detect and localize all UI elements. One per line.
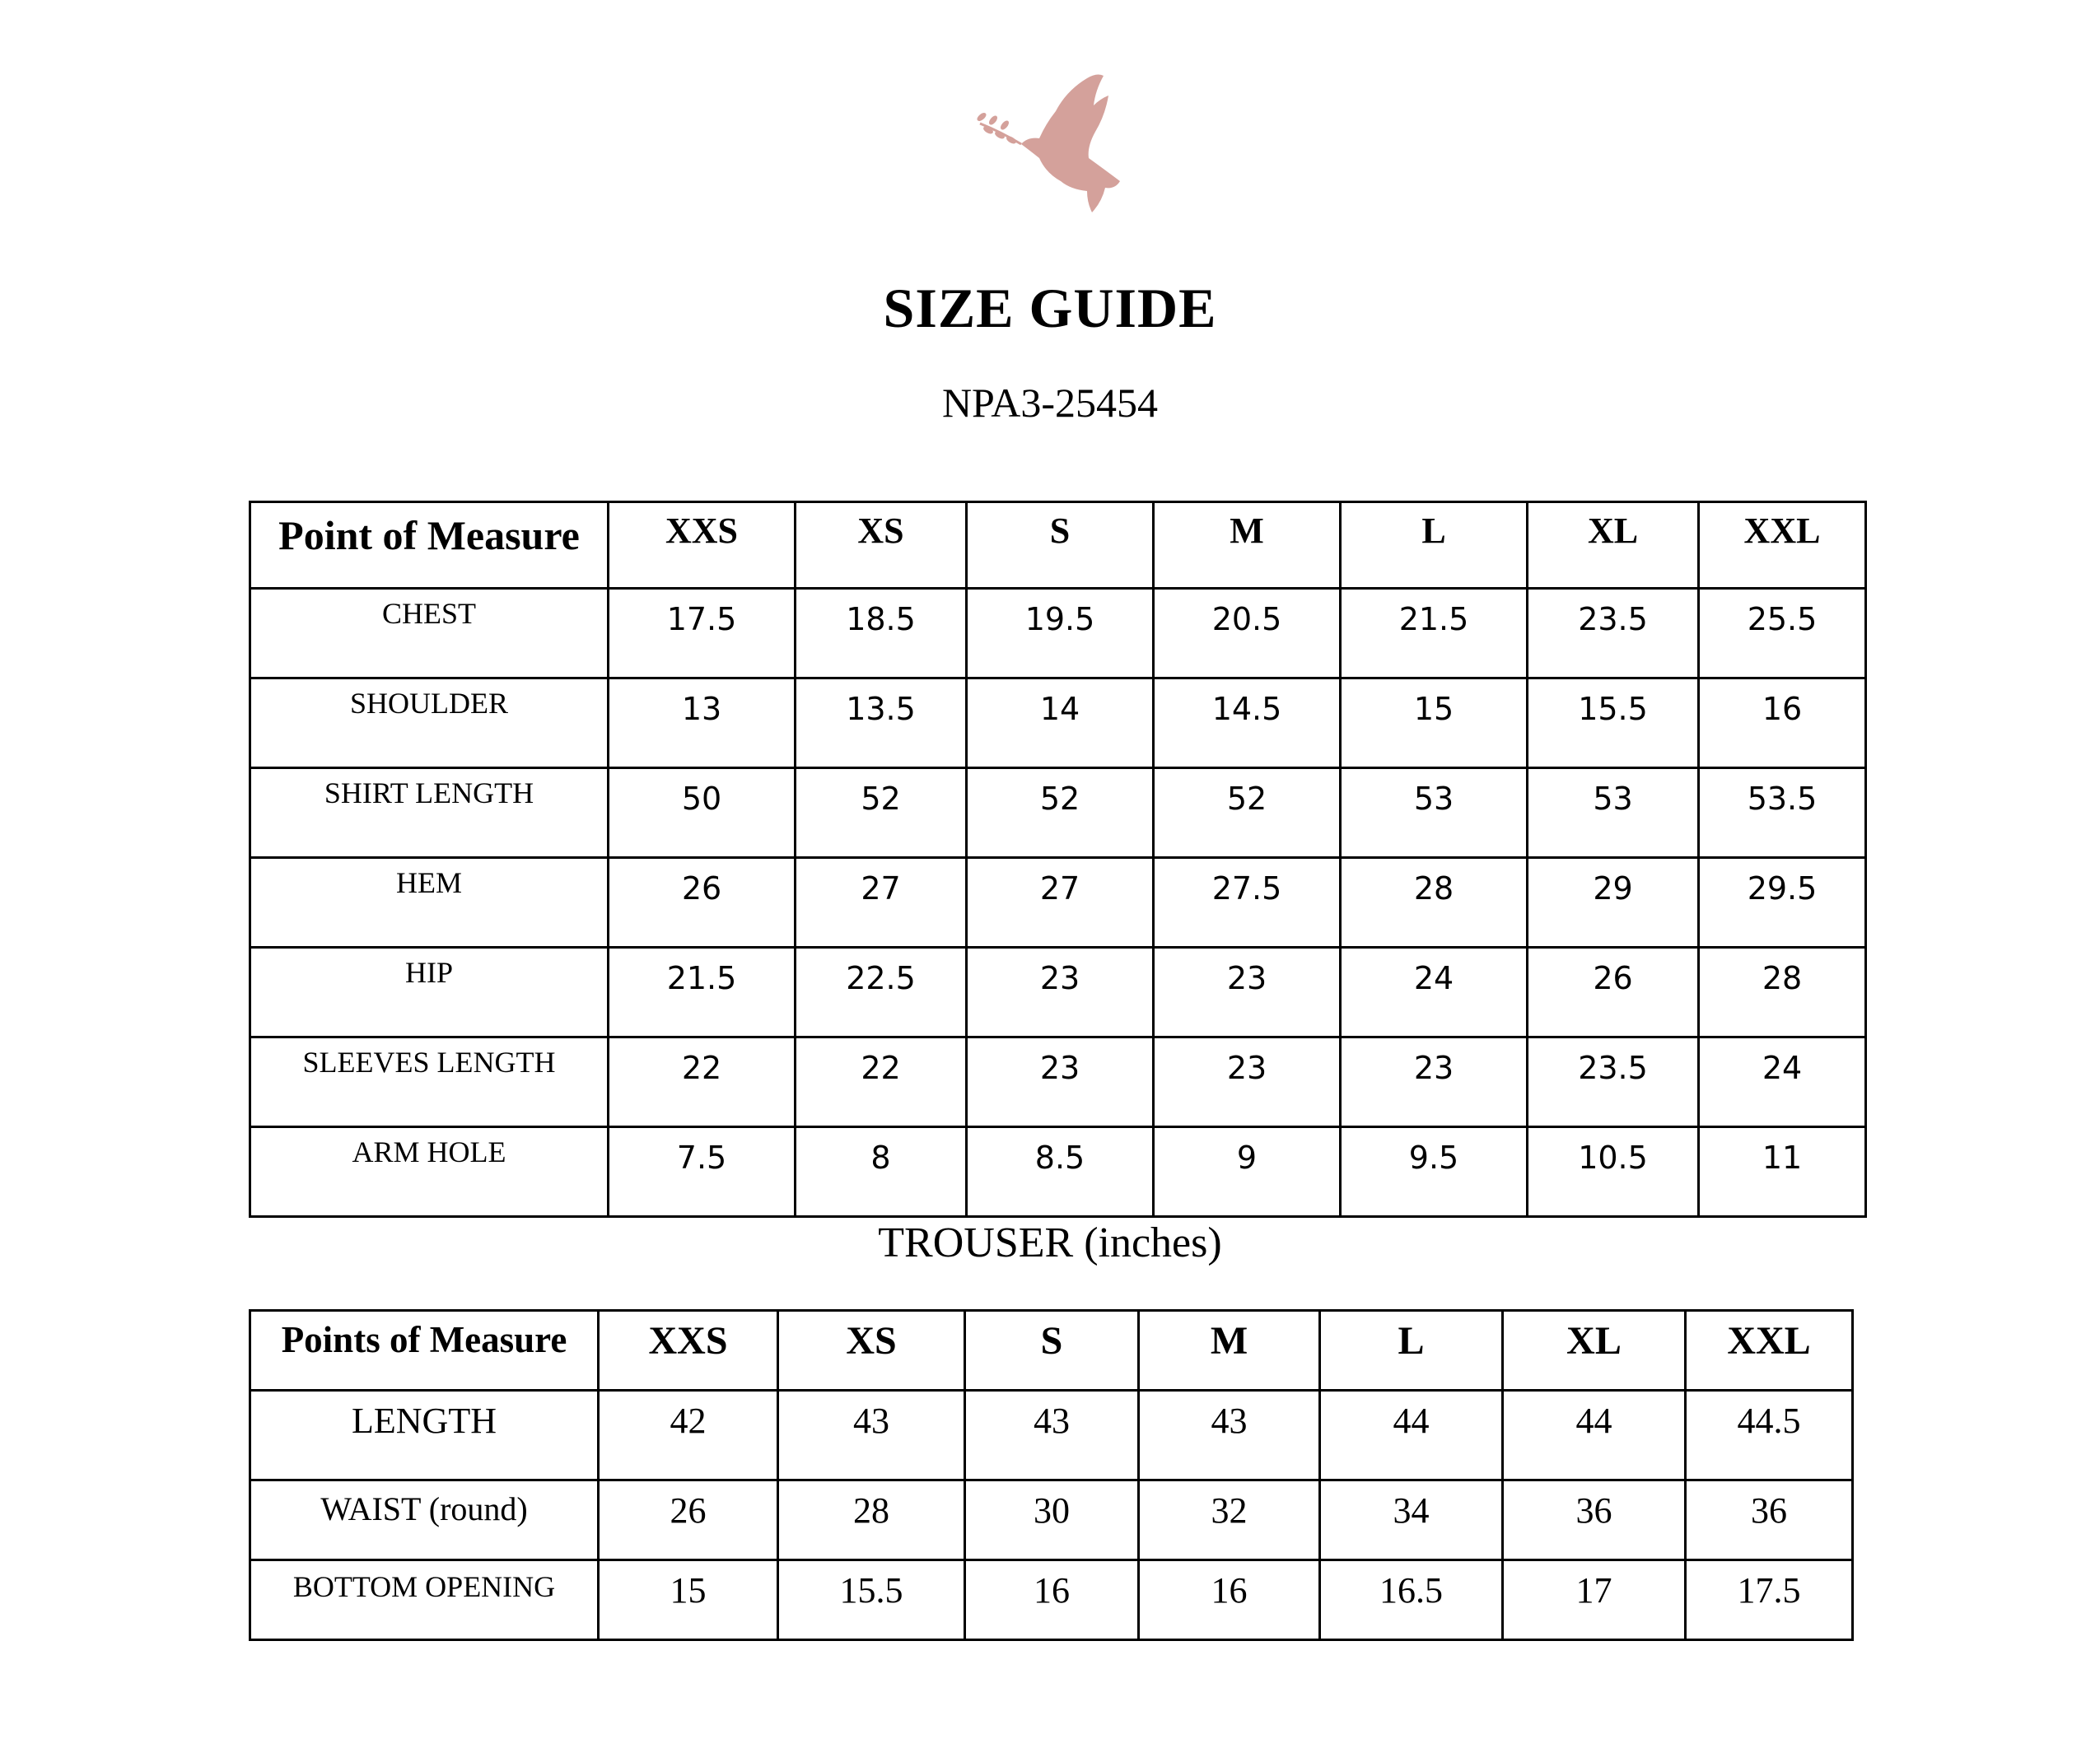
row-label: BOTTOM OPENING bbox=[250, 1560, 599, 1640]
table-cell: 16 bbox=[1699, 678, 1866, 768]
table-cell: 22.5 bbox=[796, 948, 967, 1037]
table-header-row bbox=[250, 1311, 1853, 1391]
table-cell: 28 bbox=[1699, 948, 1866, 1037]
header-size: XL bbox=[1503, 1311, 1686, 1391]
table-cell: 17 bbox=[1503, 1560, 1686, 1640]
table-row bbox=[250, 1560, 1853, 1640]
table-cell: 23.5 bbox=[1528, 589, 1699, 678]
table-cell: 53 bbox=[1528, 768, 1699, 858]
table-row bbox=[250, 768, 1866, 858]
table-cell: 23 bbox=[967, 1037, 1154, 1127]
table-row bbox=[250, 1391, 1853, 1480]
table-cell: 30 bbox=[965, 1480, 1139, 1560]
row-label: SLEEVES LENGTH bbox=[250, 1037, 609, 1127]
table-cell: 36 bbox=[1503, 1480, 1686, 1560]
table-cell: 23 bbox=[1154, 948, 1341, 1037]
header-size: XXL bbox=[1686, 1311, 1853, 1391]
table-cell: 34 bbox=[1320, 1480, 1503, 1560]
table-cell: 9.5 bbox=[1341, 1127, 1528, 1217]
table-cell: 53 bbox=[1341, 768, 1528, 858]
row-label: SHOULDER bbox=[250, 678, 609, 768]
table-cell: 50 bbox=[609, 768, 796, 858]
trouser-size-table bbox=[249, 1309, 1854, 1641]
table-cell: 43 bbox=[778, 1391, 965, 1480]
table-cell: 26 bbox=[1528, 948, 1699, 1037]
table-cell: 23 bbox=[967, 948, 1154, 1037]
table-cell: 21.5 bbox=[609, 948, 796, 1037]
table-cell: 23 bbox=[1154, 1037, 1341, 1127]
table-cell: 16 bbox=[1139, 1560, 1320, 1640]
table-row bbox=[250, 948, 1866, 1037]
table-cell: 44 bbox=[1503, 1391, 1686, 1480]
table-cell: 9 bbox=[1154, 1127, 1341, 1217]
row-label: WAIST (round) bbox=[250, 1480, 599, 1560]
table-cell: 52 bbox=[967, 768, 1154, 858]
table-cell: 15.5 bbox=[1528, 678, 1699, 768]
table-cell: 16.5 bbox=[1320, 1560, 1503, 1640]
table-row bbox=[250, 1127, 1866, 1217]
table-row bbox=[250, 858, 1866, 948]
row-label: ARM HOLE bbox=[250, 1127, 609, 1217]
table-cell: 11 bbox=[1699, 1127, 1866, 1217]
table-cell: 25.5 bbox=[1699, 589, 1866, 678]
table-cell: 27 bbox=[967, 858, 1154, 948]
shirt-size-table bbox=[249, 501, 1867, 1218]
table-cell: 8.5 bbox=[967, 1127, 1154, 1217]
table-row bbox=[250, 1480, 1853, 1560]
table-cell: 26 bbox=[599, 1480, 778, 1560]
header-size: S bbox=[965, 1311, 1139, 1391]
page-title: SIZE GUIDE bbox=[883, 277, 1217, 339]
header-point-of-measure: Points of Measure bbox=[250, 1311, 599, 1391]
row-label: SHIRT LENGTH bbox=[250, 768, 609, 858]
table-cell: 17.5 bbox=[609, 589, 796, 678]
dove-logo-icon bbox=[964, 66, 1153, 239]
table-cell: 7.5 bbox=[609, 1127, 796, 1217]
table-cell: 29.5 bbox=[1699, 858, 1866, 948]
table-cell: 18.5 bbox=[796, 589, 967, 678]
table-cell: 15.5 bbox=[778, 1560, 965, 1640]
table-cell: 16 bbox=[965, 1560, 1139, 1640]
table-cell: 53.5 bbox=[1699, 768, 1866, 858]
header-size: L bbox=[1320, 1311, 1503, 1391]
header-point-of-measure: Point of Measure bbox=[250, 502, 609, 589]
table-cell: 44 bbox=[1320, 1391, 1503, 1480]
table-cell: 23 bbox=[1341, 1037, 1528, 1127]
row-label: HIP bbox=[250, 948, 609, 1037]
header-size: S bbox=[967, 502, 1154, 589]
table-cell: 14.5 bbox=[1154, 678, 1341, 768]
table-cell: 10.5 bbox=[1528, 1127, 1699, 1217]
header-size: XL bbox=[1528, 502, 1699, 589]
table-cell: 26 bbox=[609, 858, 796, 948]
table-cell: 19.5 bbox=[967, 589, 1154, 678]
table-cell: 27.5 bbox=[1154, 858, 1341, 948]
table-cell: 52 bbox=[796, 768, 967, 858]
table-cell: 8 bbox=[796, 1127, 967, 1217]
row-label: HEM bbox=[250, 858, 609, 948]
table-cell: 52 bbox=[1154, 768, 1341, 858]
trouser-section-title: TROUSER (inches) bbox=[878, 1219, 1222, 1266]
header-size: XS bbox=[778, 1311, 965, 1391]
header-size: L bbox=[1341, 502, 1528, 589]
table-cell: 22 bbox=[796, 1037, 967, 1127]
table-cell: 17.5 bbox=[1686, 1560, 1853, 1640]
header-size: XXL bbox=[1699, 502, 1866, 589]
table-cell: 27 bbox=[796, 858, 967, 948]
table-cell: 14 bbox=[967, 678, 1154, 768]
product-code: NPA3-25454 bbox=[941, 380, 1159, 426]
table-cell: 20.5 bbox=[1154, 589, 1341, 678]
table-cell: 13 bbox=[609, 678, 796, 768]
table-cell: 24 bbox=[1699, 1037, 1866, 1127]
table-cell: 28 bbox=[1341, 858, 1528, 948]
table-cell: 43 bbox=[965, 1391, 1139, 1480]
header-size: XXS bbox=[609, 502, 796, 589]
table-cell: 15 bbox=[1341, 678, 1528, 768]
header-size: XXS bbox=[599, 1311, 778, 1391]
table-row bbox=[250, 678, 1866, 768]
table-cell: 32 bbox=[1139, 1480, 1320, 1560]
table-cell: 13.5 bbox=[796, 678, 967, 768]
table-cell: 42 bbox=[599, 1391, 778, 1480]
table-cell: 44.5 bbox=[1686, 1391, 1853, 1480]
table-cell: 23.5 bbox=[1528, 1037, 1699, 1127]
table-header-row bbox=[250, 502, 1866, 589]
table-cell: 29 bbox=[1528, 858, 1699, 948]
row-label: LENGTH bbox=[250, 1391, 599, 1480]
table-row bbox=[250, 589, 1866, 678]
header-size: M bbox=[1139, 1311, 1320, 1391]
table-cell: 28 bbox=[778, 1480, 965, 1560]
header-size: XS bbox=[796, 502, 967, 589]
header-size: M bbox=[1154, 502, 1341, 589]
table-cell: 24 bbox=[1341, 948, 1528, 1037]
table-row bbox=[250, 1037, 1866, 1127]
row-label: CHEST bbox=[250, 589, 609, 678]
table-cell: 22 bbox=[609, 1037, 796, 1127]
table-cell: 43 bbox=[1139, 1391, 1320, 1480]
table-cell: 21.5 bbox=[1341, 589, 1528, 678]
table-cell: 15 bbox=[599, 1560, 778, 1640]
table-cell: 36 bbox=[1686, 1480, 1853, 1560]
